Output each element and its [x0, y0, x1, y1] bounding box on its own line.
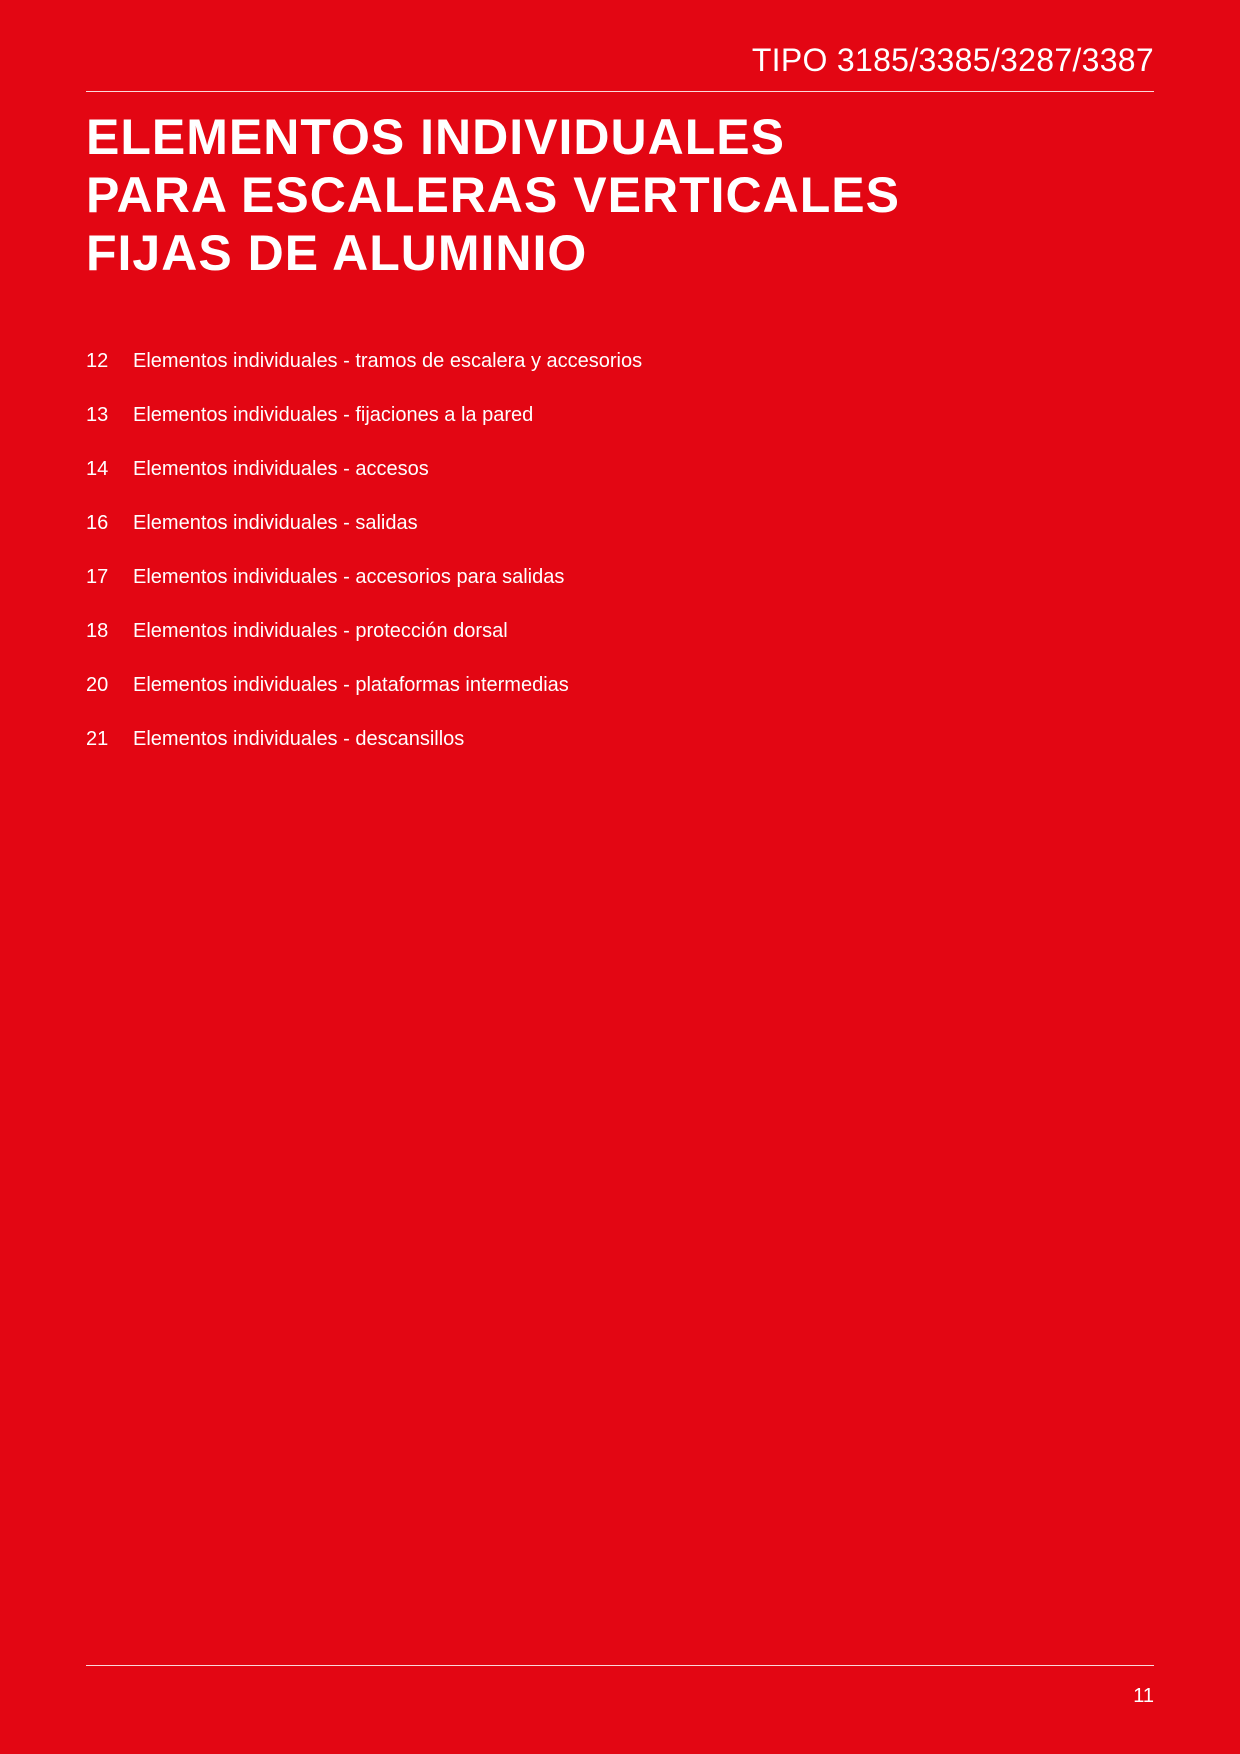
toc-label: Elementos individuales - fijaciones a la pared — [133, 404, 534, 426]
toc-page-number: 18 — [86, 620, 109, 642]
title-line: ELEMENTOS INDIVIDUALES — [86, 109, 785, 165]
toc-page-number: 17 — [86, 566, 109, 588]
toc-page-number: 20 — [86, 674, 109, 696]
toc-item[interactable] — [86, 404, 642, 458]
top-divider — [86, 91, 1154, 92]
title-line: FIJAS DE ALUMINIO — [86, 225, 588, 281]
page-number: 11 — [1133, 1685, 1154, 1707]
toc-item[interactable] — [86, 458, 642, 512]
toc-label: Elementos individuales - protección dorsal — [133, 620, 508, 642]
toc-label: Elementos individuales - accesorios para salidas — [133, 566, 565, 588]
toc-page-number: 14 — [86, 458, 109, 480]
toc-page-number: 12 — [86, 350, 109, 372]
bottom-divider — [86, 1665, 1154, 1666]
toc-label: Elementos individuales - accesos — [133, 458, 429, 480]
toc-page-number: 21 — [86, 728, 109, 750]
toc-label: Elementos individuales - tramos de escalera y accesorios — [133, 350, 643, 372]
product-type-header: TIPO 3185/3385/3287/3387 — [751, 42, 1154, 78]
toc-page-number: 13 — [86, 404, 109, 426]
toc-item[interactable] — [86, 566, 642, 620]
toc-label: Elementos individuales - plataformas intermedias — [133, 674, 569, 696]
toc-item[interactable] — [86, 728, 642, 782]
toc-label: Elementos individuales - salidas — [133, 512, 418, 534]
title-line: PARA ESCALERAS VERTICALES — [86, 167, 900, 223]
toc-label: Elementos individuales - descansillos — [133, 728, 465, 750]
toc-item[interactable] — [86, 512, 642, 566]
toc-item[interactable] — [86, 674, 642, 728]
toc-item[interactable] — [86, 350, 642, 404]
table-of-contents — [86, 350, 642, 782]
toc-item[interactable] — [86, 620, 642, 674]
toc-page-number: 16 — [86, 512, 109, 534]
page-title — [86, 108, 900, 282]
